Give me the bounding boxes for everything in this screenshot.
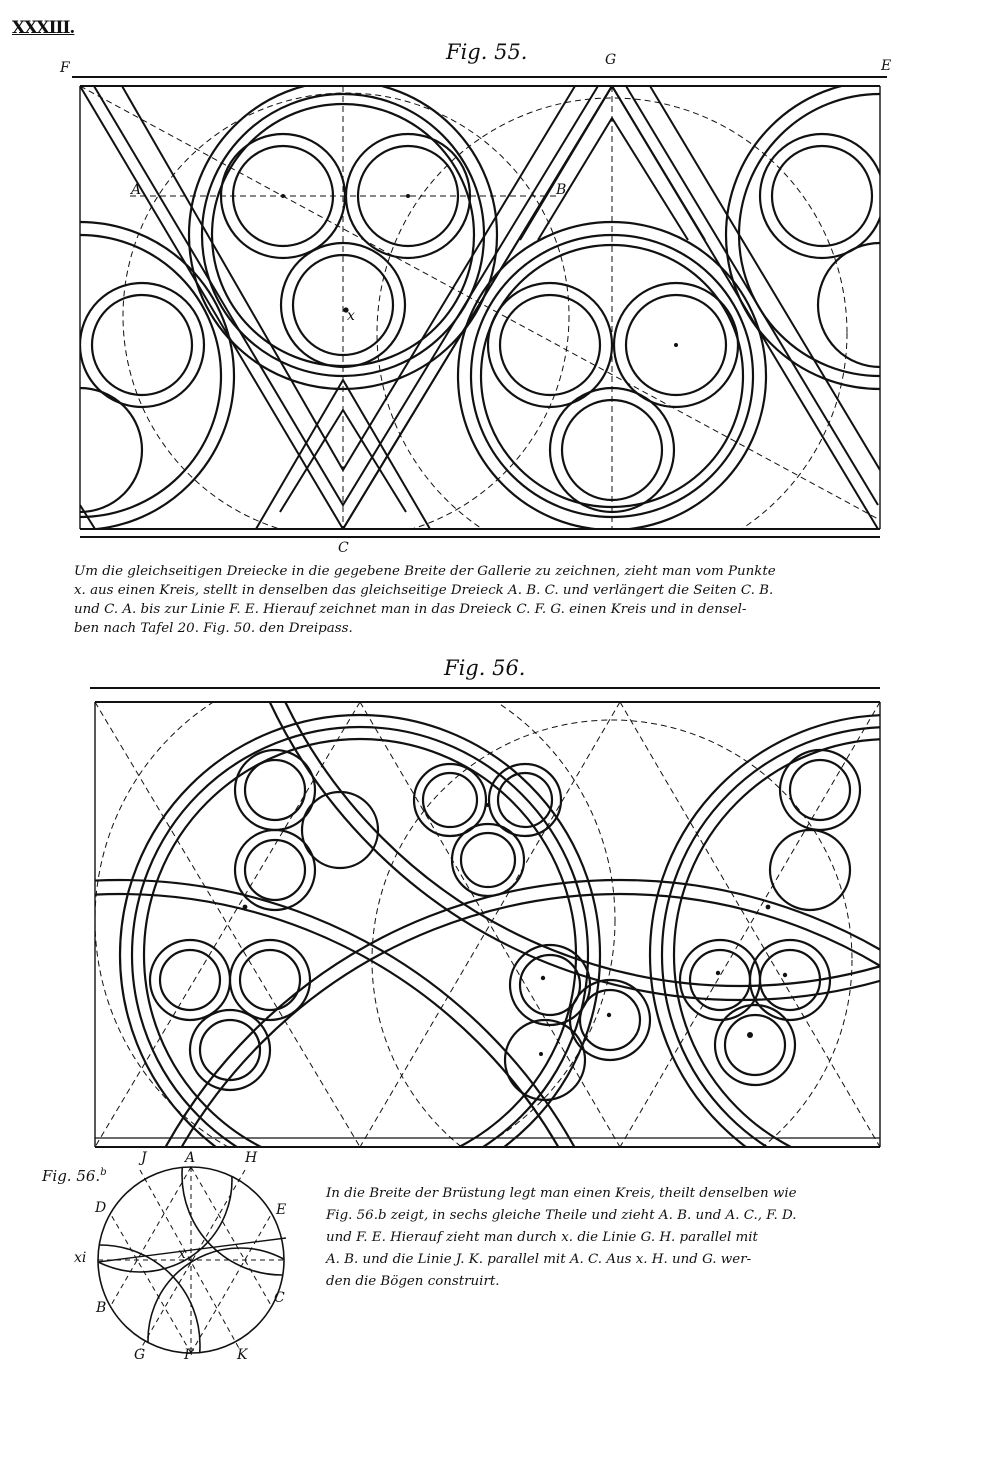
fig56-title: Fig. 56.: [444, 656, 526, 680]
fig56b-label-A: A: [185, 1150, 196, 1166]
fig55-label-F: F: [60, 60, 70, 76]
fig55-caption-line-4: ben nach Tafel 20. Fig. 50. den Dreipass.: [74, 621, 353, 636]
fig55-label-G: G: [605, 52, 617, 68]
fig55-trefoil-1: [221, 134, 470, 367]
fig56b-label-G: G: [134, 1347, 146, 1363]
fig55-label-A: A: [131, 182, 142, 198]
fig56b-caption-line-1: In die Breite der Brüstung legt man einen Kreis, theilt denselben wie: [326, 1186, 797, 1201]
plate-number: XXXIII.: [12, 18, 75, 38]
fig56b-label-B: B: [96, 1300, 107, 1316]
fig56b-label-x: x: [178, 1246, 186, 1262]
fig55-rings: [0, 81, 1000, 530]
fig56b-label-J: J: [141, 1150, 147, 1166]
fig56b-label-F: F: [184, 1347, 194, 1363]
fig56b-label-D: D: [95, 1200, 107, 1216]
fig56b-label-K: K: [237, 1347, 248, 1363]
fig56b-label-xi: xi: [74, 1250, 87, 1266]
fig55-caption-line-3: und C. A. bis zur Linie F. E. Hierauf zeichnet man in das Dreieck C. F. G. einen Kreis und in densel-: [74, 602, 747, 617]
fig55-trefoil-2: [488, 283, 738, 512]
fig56b-label-C: C: [274, 1290, 285, 1306]
fig56b-label-E: E: [276, 1202, 287, 1218]
fig55-label-B: B: [556, 182, 567, 198]
fig56b-caption-line-3: und F. E. Hierauf zieht man durch x. die Linie G. H. parallel mit: [326, 1230, 758, 1245]
fig55-caption-line-2: x. aus einen Kreis, stellt in denselben das gleichseitige Dreieck A. B. C. und verlängert die Seiten C. B.: [74, 583, 774, 598]
fig55-label-C: C: [338, 540, 349, 556]
fig56b-label-H: H: [245, 1150, 258, 1166]
fig56b-caption-line-2: Fig. 56.b zeigt, in sechs gleiche Theile und zieht A. B. und A. C., F. D.: [326, 1208, 797, 1223]
fig55-label-x: x: [347, 308, 355, 324]
fig56-construction: [95, 660, 880, 1200]
fig55-label-E: E: [881, 58, 892, 74]
fig56b-caption-line-5: den die Bögen construirt.: [326, 1274, 500, 1289]
fig55-caption-line-1: Um die gleichseitigen Dreiecke in die gegebene Breite der Gallerie zu zeichnen, zieht man vom Punkte: [74, 564, 776, 579]
fig56b-caption-line-4: A. B. und die Linie J. K. parallel mit A. C. Aus x. H. und G. wer-: [326, 1252, 752, 1267]
fig55-title: Fig. 55.: [446, 40, 528, 64]
fig56b-title: Fig. 56.$^b$: [42, 1167, 107, 1185]
